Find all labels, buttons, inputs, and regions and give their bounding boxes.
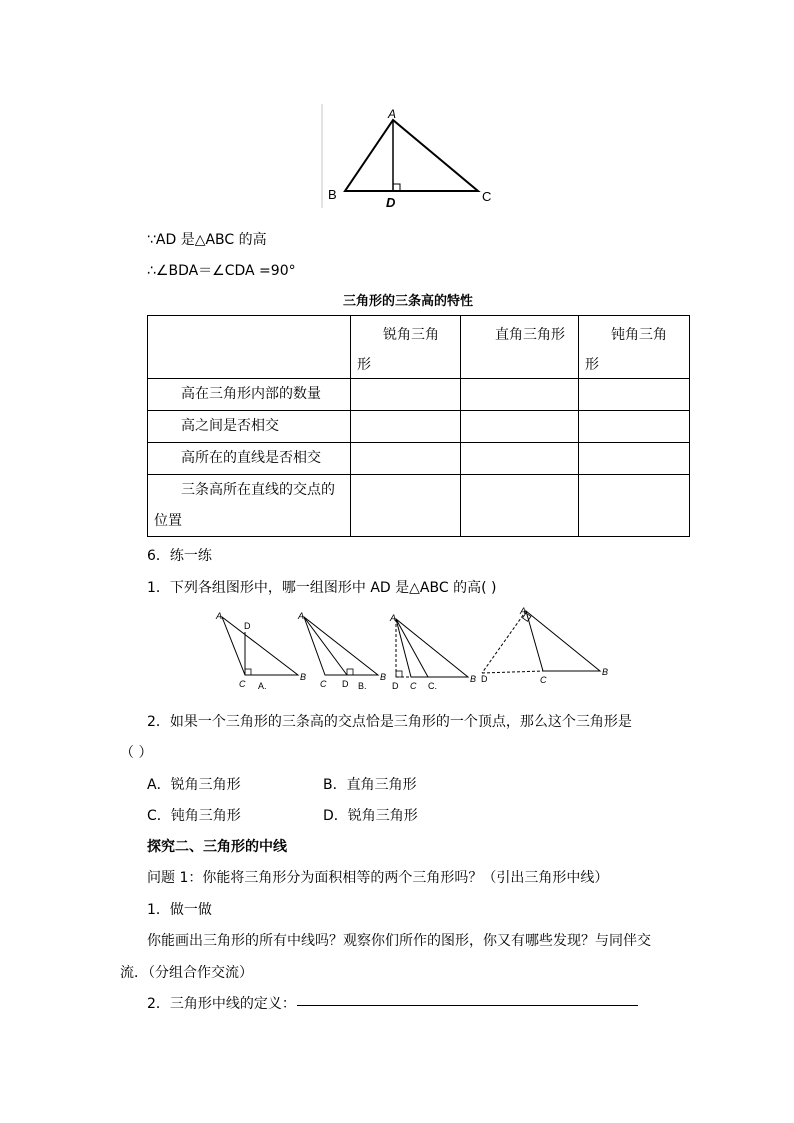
fig-c-label-b: B [470,674,477,684]
fig-b-label-d: D [342,679,349,689]
table-header-row [148,316,690,379]
fig-a-tag: A. [258,681,267,691]
explore-2-step1: 1．做一做 [147,902,212,918]
fig-b [297,611,386,691]
table-cell [579,443,690,475]
fig-b-label-a: A [298,611,305,621]
table-cell [579,475,690,537]
fig-c-triangle [396,619,468,677]
fig-b-label-c: C [320,679,327,689]
label-c: C [482,189,492,204]
header-acute-line1: 锐角三角 [383,327,439,343]
fig-b-tag: B. [358,681,367,691]
statement-line-2: ∴∠BDA＝∠CDA =90° [147,263,296,279]
fig-c-label-a: A [390,613,397,623]
fig-a-label-c: C [239,679,246,689]
q1-figures [212,605,612,693]
header-acute [351,316,461,379]
header-right-label: 直角三角形 [495,327,565,343]
option-b: B．直角三角形 [323,777,417,793]
header-right [461,316,579,379]
right-angle-mark [393,184,400,191]
fig-d [481,606,608,685]
question-2-line2: （ ） [120,745,153,761]
fig-a-triangle [222,617,298,675]
fig-c-tag: C. [428,681,437,691]
row-label-3: 高所在的直线是否相交 [148,443,351,475]
table-cell [461,411,579,443]
statement-line-1: ∵AD 是△ABC 的高 [147,232,267,248]
label-a: A [388,107,397,121]
fig-d-triangle [526,611,600,671]
fig-d-label-c: C [540,675,547,685]
fig-c [389,613,476,691]
fig-d-label-a: A [520,606,527,616]
option-d: D．锐角三角形 [323,808,418,824]
row-label-4-line1: 三条高所在直线的交点的 [181,482,335,498]
altitude-properties-table [147,315,690,537]
fig-b-right-angle [347,669,353,675]
fig-c-right-angle [396,671,402,677]
explore-2-question: 问题 1：你能将三角形分为面积相等的两个三角形吗？（引出三角形中线） [147,870,609,886]
table-row [148,379,690,411]
fig-a-right-angle [245,669,251,675]
table-row [148,443,690,475]
fig-d-extension [482,671,543,673]
explore-2-para-line2: 流．（分组合作交流） [120,965,253,981]
table-cell [461,475,579,537]
fig-a [215,611,306,691]
answer-blank-line [297,1005,638,1006]
label-b: B [328,187,337,202]
fig-a-label-b: B [300,672,307,682]
question-2-line1: 2．如果一个三角形的三条高的交点恰是三角形的一个顶点，那么这个三角形是 [147,714,632,730]
fig-a-label-d: D [244,621,251,631]
option-a: A．锐角三角形 [147,777,241,793]
table-row [148,475,690,537]
fig-c-label-d: D [392,681,399,691]
explore-2-heading: 探究二、三角形的中线 [147,839,287,855]
header-obtuse-line2: 形 [585,357,599,373]
practice-heading: 6．练一练 [147,548,212,564]
triangle-outline [345,120,478,191]
header-obtuse [579,316,690,379]
table-cell [351,411,461,443]
table-cell [461,379,579,411]
table-cell [351,443,461,475]
label-d: D [386,195,396,210]
header-obtuse-line1: 钝角三角 [611,327,667,343]
question-1: 1．下列各组图形中，哪一组图形中 AD 是△ABC 的高( ) [147,580,497,596]
table-cell [579,411,690,443]
header-acute-line2: 形 [357,357,371,373]
header-empty-cell [148,316,351,379]
fig-c-inner-line [396,619,428,677]
table-row [148,411,690,443]
table-cell [461,443,579,475]
explore-2-para-line1: 你能画出三角形的所有中线吗？观察你们所作的图形，你又有哪些发现？与同伴交 [147,933,651,949]
row-label-2: 高之间是否相交 [148,411,351,443]
fig-a-label-a: A [216,611,223,621]
explore-2-step2: 2．三角形中线的定义： [147,996,296,1012]
row-label-1: 高在三角形内部的数量 [148,379,351,411]
row-label-4 [148,475,351,537]
fig-d-label-b: B [602,667,609,677]
table-cell [351,475,461,537]
table-cell [579,379,690,411]
fig-d-label-d: D [481,674,488,684]
table-cell [351,379,461,411]
fig-d-ad [482,611,526,673]
fig-b-label-b: B [380,672,387,682]
fig-c-label-c: C [410,681,417,691]
triangle-abc-figure [320,104,500,212]
table-title: 三角形的三条高的特性 [343,294,474,309]
option-c: C．钝角三角形 [147,808,241,824]
row-label-4-line2: 位置 [154,513,182,529]
